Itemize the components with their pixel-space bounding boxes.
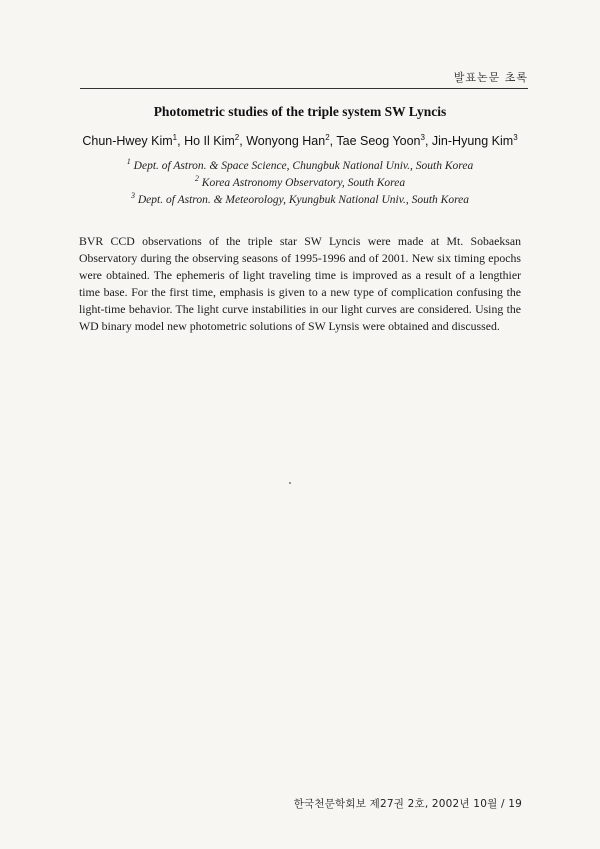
affiliation-2 [0, 174, 600, 189]
affiliation-text: Dept. of Astron. & Meteorology, Kyungbuk National Univ., South Korea [137, 194, 469, 206]
author-name: Chun-Hwey Kim [82, 134, 173, 148]
affiliation-3 [0, 191, 600, 206]
journal-citation: 한국천문학회보 제27권 2호, 2002년 10월 / 19 [293, 798, 522, 810]
author-affiliation-mark: 3 [420, 132, 425, 142]
author-affiliation-mark: 2 [234, 132, 240, 142]
affiliation-1 [0, 157, 600, 172]
author-name: Wonyong Han [246, 134, 326, 148]
affiliation-mark: 1 [126, 157, 131, 167]
author-affiliation-mark: 2 [325, 132, 330, 142]
paper-title: Photometric studies of the triple system SW Lyncis [153, 104, 447, 119]
author-affiliation-mark: 1 [172, 132, 178, 142]
author-name: Ho Il Kim [184, 134, 235, 148]
header-rule [80, 88, 528, 89]
affiliation-text: Dept. of Astron. & Space Science, Chungbuk National Univ., South Korea [133, 160, 474, 172]
scan-speck [289, 482, 291, 484]
author-list: Chun-Hwey Kim$^1$, Ho Il Kim$^2$, Wonyong Han$^2$, Tae Seog Yoon$^3$, Jin-Hyung Kim$^3$ [82, 132, 518, 148]
affiliation-mark: 3 [130, 191, 135, 201]
section-tag: 발표논문 초록 [453, 71, 528, 84]
abstract-body: BVR CCD observations of the triple star SW Lyncis were made at Mt. Sobaeksan Observatory during the observing seasons of 1995-1996 and of 2001. New six timing epochs were obtained. The ephemeris of light traveling time is improved as a result of a lengthier time base. For the first time, emphasis is given to a new type of complication confusing the light-time behavior. The light curve instabilities in our light curves are considered. Using the WD binary model new photometric solutions of SW Lynsis were obtained and discussed. [79, 234, 521, 333]
affiliation-mark: 2 [194, 174, 199, 184]
affiliation-text: Korea Astronomy Observatory, South Korea [201, 177, 406, 189]
author-affiliation-mark: 3 [513, 132, 518, 142]
author-name: Jin-Hyung Kim [431, 134, 514, 148]
author-name: Tae Seog Yoon [336, 134, 421, 148]
